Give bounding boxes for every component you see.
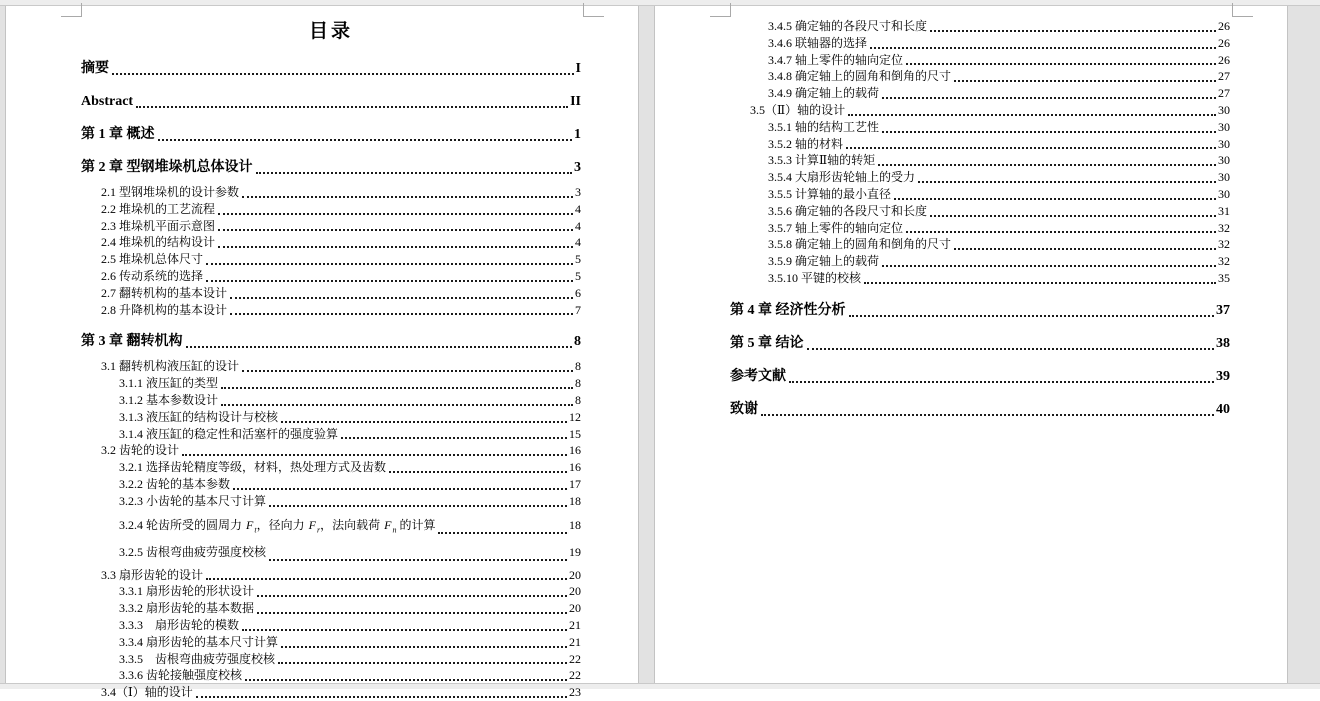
dot-leader bbox=[341, 437, 567, 439]
text-boundary-mark-top-left bbox=[710, 3, 731, 17]
toc-entry-page-number: 26 bbox=[1218, 35, 1230, 50]
toc-entry-page-number: 21 bbox=[569, 634, 581, 649]
toc-entry-page-number: 16 bbox=[569, 460, 581, 475]
toc-entry-label: 3.5.7 轴上零件的轴向定位 bbox=[768, 220, 904, 235]
toc-entry bbox=[81, 201, 581, 218]
toc-entry bbox=[81, 600, 581, 617]
toc-entry-label: 3.5.4 大扇形齿轮轴上的受力 bbox=[768, 170, 916, 185]
toc-entry-page-number: 32 bbox=[1218, 220, 1230, 235]
toc-entry bbox=[81, 409, 581, 426]
toc-entry-label: 3.1 翻转机构液压缸的设计 bbox=[101, 359, 240, 374]
toc-entry-page-number: 8 bbox=[575, 359, 581, 374]
toc-entry-label: 2.6 传动系统的选择 bbox=[101, 268, 204, 283]
toc-entry-page-number: 38 bbox=[1216, 335, 1230, 351]
dot-leader bbox=[186, 346, 573, 348]
dot-leader bbox=[218, 246, 573, 248]
toc-entry-label: 3.5.5 计算轴的最小直径 bbox=[768, 186, 892, 201]
toc-entry-label: 2.5 堆垛机总体尺寸 bbox=[101, 252, 204, 267]
toc-entry-label: 3.4（Ⅰ）轴的设计 bbox=[101, 685, 193, 700]
toc-entry bbox=[730, 136, 1230, 153]
toc-entry bbox=[730, 368, 1230, 386]
toc-entry-page-number: 4 bbox=[575, 235, 581, 250]
toc-entry bbox=[730, 203, 1230, 220]
toc-entry-page-number: 3 bbox=[575, 185, 581, 199]
toc-entry-label: 3.4.7 轴上零件的轴向定位 bbox=[768, 52, 904, 67]
toc-entry-label: 3.5.2 轴的材料 bbox=[768, 136, 844, 151]
toc-entry bbox=[81, 93, 581, 111]
toc-entry bbox=[81, 375, 581, 392]
toc-entry-label: 3.3.1 扇形齿轮的形状设计 bbox=[119, 584, 255, 599]
toc-entry bbox=[81, 540, 581, 564]
dot-leader bbox=[218, 213, 573, 215]
toc-entry bbox=[81, 567, 581, 584]
toc-list-right bbox=[730, 6, 1230, 419]
toc-entry bbox=[81, 268, 581, 285]
dot-leader bbox=[182, 454, 567, 456]
toc-entry-page-number: 35 bbox=[1218, 270, 1230, 285]
toc-entry-page-number: I bbox=[575, 61, 581, 76]
dot-leader bbox=[269, 559, 567, 561]
dot-leader bbox=[438, 532, 567, 534]
dot-leader bbox=[894, 198, 1216, 200]
dot-leader bbox=[245, 679, 567, 681]
toc-entry bbox=[730, 236, 1230, 253]
toc-entry-page-number: 18 bbox=[569, 493, 581, 508]
toc-entry-page-number: 20 bbox=[569, 584, 581, 599]
toc-entry-page-number: 32 bbox=[1218, 237, 1230, 252]
dot-leader bbox=[242, 196, 573, 198]
toc-entry-label: 3.3.3 扇形齿轮的模数 bbox=[119, 617, 240, 632]
toc-entry-page-number: 17 bbox=[569, 476, 581, 491]
toc-entry-page-number: 8 bbox=[574, 334, 581, 350]
toc-entry-label: 3.5.3 计算Ⅱ轴的转矩 bbox=[768, 153, 876, 168]
toc-entry-label: 3.5.10 平键的校核 bbox=[768, 270, 862, 285]
toc-entry-page-number: 27 bbox=[1218, 86, 1230, 101]
toc-entry-page-number: 15 bbox=[569, 426, 581, 441]
toc-entry-label: 3.2 齿轮的设计 bbox=[101, 443, 180, 458]
dot-leader bbox=[230, 297, 573, 299]
toc-entry bbox=[81, 392, 581, 409]
toc-entry bbox=[730, 169, 1230, 186]
dot-leader bbox=[242, 629, 567, 631]
toc-entry bbox=[730, 52, 1230, 69]
toc-entry-label: 3.5.6 确定轴的各段尺寸和长度 bbox=[768, 203, 928, 218]
toc-entry-page-number: 30 bbox=[1218, 119, 1230, 134]
toc-entry-page-number: 12 bbox=[569, 409, 581, 424]
dot-leader bbox=[281, 646, 567, 648]
toc-entry bbox=[81, 634, 581, 651]
toc-entry bbox=[730, 152, 1230, 169]
toc-entry bbox=[81, 617, 581, 634]
toc-entry-label: 第 4 章 经济性分析 bbox=[730, 302, 846, 318]
text-boundary-mark-top-left bbox=[61, 3, 82, 17]
toc-entry bbox=[730, 18, 1230, 35]
toc-entry bbox=[730, 302, 1230, 320]
toc-entry-label: 3.5.8 确定轴上的圆角和倒角的尺寸 bbox=[768, 237, 952, 252]
toc-entry-page-number: 20 bbox=[569, 567, 581, 582]
dot-leader bbox=[849, 315, 1215, 317]
toc-entry bbox=[81, 684, 581, 701]
toc-entry-label: 2.3 堆垛机平面示意图 bbox=[101, 218, 216, 233]
dot-leader bbox=[930, 215, 1216, 217]
toc-entry bbox=[730, 335, 1230, 353]
toc-entry-page-number: 16 bbox=[569, 443, 581, 458]
dot-leader bbox=[206, 280, 573, 282]
dot-leader bbox=[230, 313, 573, 315]
dot-leader bbox=[882, 265, 1216, 267]
force-symbol: F bbox=[384, 517, 392, 532]
toc-entry bbox=[81, 184, 581, 201]
toc-entry bbox=[81, 285, 581, 302]
toc-entry bbox=[730, 35, 1230, 52]
toc-entry-label: 3.4.6 联轴器的选择 bbox=[768, 35, 868, 50]
toc-entry bbox=[730, 102, 1230, 119]
toc-entry-page-number: 39 bbox=[1216, 368, 1230, 384]
toc-entry-page-number: 27 bbox=[1218, 69, 1230, 84]
toc-entry-label: 致谢 bbox=[730, 401, 758, 417]
dot-leader bbox=[882, 97, 1216, 99]
toc-entry-page-number: 30 bbox=[1218, 170, 1230, 185]
toc-entry-page-number: 7 bbox=[575, 302, 581, 317]
toc-entry-page-number: 22 bbox=[569, 668, 581, 683]
toc-entry bbox=[81, 234, 581, 251]
dot-leader bbox=[256, 172, 573, 174]
toc-entry-label: 2.1 型钢堆垛机的设计参数 bbox=[101, 185, 240, 199]
toc-entry bbox=[730, 401, 1230, 419]
toc-entry-page-number: II bbox=[570, 94, 581, 109]
dot-leader bbox=[878, 164, 1216, 166]
dot-leader bbox=[930, 30, 1216, 32]
toc-entry-label: 3.4.9 确定轴上的载荷 bbox=[768, 86, 880, 101]
toc-entry bbox=[730, 186, 1230, 203]
toc-entry-label: 3.1.4 液压缸的稳定性和活塞杆的强度验算 bbox=[119, 426, 339, 441]
toc-entry-label: 3.3.2 扇形齿轮的基本数据 bbox=[119, 601, 255, 616]
toc-entry-label: 第 2 章 型钢堆垛机总体设计 bbox=[81, 160, 253, 175]
dot-leader bbox=[807, 348, 1215, 350]
toc-entry-label: 2.4 堆垛机的结构设计 bbox=[101, 235, 216, 250]
toc-entry bbox=[81, 476, 581, 493]
page-left[interactable] bbox=[5, 6, 639, 700]
toc-entry-page-number: 18 bbox=[569, 517, 581, 532]
text-boundary-mark-top-right bbox=[1232, 3, 1253, 17]
toc-entry-page-number: 30 bbox=[1218, 136, 1230, 151]
toc-entry bbox=[81, 651, 581, 668]
toc-entry bbox=[81, 358, 581, 375]
dot-leader bbox=[761, 414, 1214, 416]
toc-entry-page-number: 30 bbox=[1218, 186, 1230, 201]
toc-entry-page-number: 23 bbox=[569, 685, 581, 700]
toc-entry-label: 3.3 扇形齿轮的设计 bbox=[101, 567, 204, 582]
dot-leader bbox=[954, 80, 1216, 82]
toc-entry-label: 3.2.5 齿根弯曲疲劳强度校核 bbox=[119, 544, 267, 559]
toc-entry-label: 3.1.3 液压缸的结构设计与校核 bbox=[119, 409, 279, 424]
toc-entry bbox=[730, 85, 1230, 102]
toc-entry-label: 3.3.6 齿轮接触强度校核 bbox=[119, 668, 243, 683]
toc-entry bbox=[730, 270, 1230, 287]
toc-entry-page-number: 8 bbox=[575, 376, 581, 391]
toc-entry-label: 参考文献 bbox=[730, 368, 786, 384]
toc-entry-label: 2.2 堆垛机的工艺流程 bbox=[101, 201, 216, 216]
toc-entry-page-number: 31 bbox=[1218, 203, 1230, 218]
toc-entry bbox=[730, 253, 1230, 270]
toc-entry bbox=[81, 513, 581, 537]
toc-entry-page-number: 1 bbox=[574, 127, 581, 142]
toc-entry-label: 3.1.2 基本参数设计 bbox=[119, 392, 219, 407]
force-symbol: F bbox=[246, 517, 254, 532]
toc-entry bbox=[81, 302, 581, 319]
dot-leader bbox=[389, 471, 567, 473]
toc-entry-label: 3.3.5 齿根弯曲疲劳强度校核 bbox=[119, 651, 276, 666]
toc-entry bbox=[730, 68, 1230, 85]
dot-leader bbox=[206, 263, 573, 265]
toc-entry-label: 3.2.2 齿轮的基本参数 bbox=[119, 476, 231, 491]
toc-entry-page-number: 20 bbox=[569, 601, 581, 616]
toc-entry bbox=[81, 667, 581, 684]
dot-leader bbox=[954, 248, 1216, 250]
toc-entry-page-number: 4 bbox=[575, 201, 581, 216]
toc-entry-label: 第 5 章 结论 bbox=[730, 335, 804, 351]
dot-leader bbox=[864, 282, 1216, 284]
toc-entry-page-number: 40 bbox=[1216, 401, 1230, 417]
toc-entry bbox=[81, 459, 581, 476]
toc-list-left bbox=[81, 60, 581, 701]
toc-entry-page-number: 37 bbox=[1216, 302, 1230, 318]
toc-entry-page-number: 30 bbox=[1218, 153, 1230, 168]
toc-entry-page-number: 5 bbox=[575, 252, 581, 267]
dot-leader bbox=[882, 131, 1216, 133]
toc-entry-label: 3.4.5 确定轴的各段尺寸和长度 bbox=[768, 19, 928, 33]
dot-leader bbox=[789, 381, 1214, 383]
dot-leader bbox=[206, 578, 567, 580]
dot-leader bbox=[846, 147, 1216, 149]
dot-leader bbox=[221, 387, 573, 389]
toc-entry-page-number: 21 bbox=[569, 617, 581, 632]
toc-entry-label: 3.2.3 小齿轮的基本尺寸计算 bbox=[119, 493, 267, 508]
dot-leader bbox=[906, 231, 1216, 233]
toc-entry-label: 3.4.8 确定轴上的圆角和倒角的尺寸 bbox=[768, 69, 952, 84]
toc-title: 目录 bbox=[308, 21, 353, 42]
toc-entry-label: 3.5（Ⅱ）轴的设计 bbox=[750, 102, 846, 117]
toc-entry bbox=[81, 426, 581, 443]
toc-entry-page-number: 26 bbox=[1218, 19, 1230, 33]
dot-leader bbox=[870, 47, 1216, 49]
toc-entry-label: 2.7 翻转机构的基本设计 bbox=[101, 285, 228, 300]
toc-entry bbox=[81, 218, 581, 235]
toc-entry-label: 3.2.4 轮齿所受的圆周力 $F_t$，径向力 $F_r$，法向载荷 $F_n$ 的计算 bbox=[119, 517, 436, 534]
toc-entry bbox=[81, 251, 581, 268]
toc-entry bbox=[81, 583, 581, 600]
toc-entry-label: 3.1.1 液压缸的类型 bbox=[119, 376, 219, 391]
toc-entry-page-number: 4 bbox=[575, 218, 581, 233]
toc-entry-label: 第 1 章 概述 bbox=[81, 127, 155, 142]
dot-leader bbox=[848, 114, 1216, 116]
toc-entry-page-number: 8 bbox=[575, 392, 581, 407]
toc-entry-page-number: 22 bbox=[569, 651, 581, 666]
toc-entry bbox=[81, 442, 581, 459]
toc-entry-label: Abstract bbox=[81, 94, 134, 109]
toc-entry-label: 3.5.9 确定轴上的载荷 bbox=[768, 254, 880, 269]
dot-leader bbox=[906, 63, 1216, 65]
toc-entry-page-number: 6 bbox=[575, 285, 581, 300]
text-boundary-mark-top-right bbox=[583, 3, 604, 17]
force-symbol: F bbox=[308, 517, 316, 532]
page-right[interactable] bbox=[654, 6, 1288, 683]
dot-leader bbox=[112, 73, 574, 75]
dot-leader bbox=[221, 404, 573, 406]
dot-leader bbox=[269, 505, 567, 507]
toc-entry-label: 3.3.4 扇形齿轮的基本尺寸计算 bbox=[119, 634, 279, 649]
toc-entry bbox=[81, 493, 581, 510]
toc-entry bbox=[730, 119, 1230, 136]
toc-entry bbox=[81, 333, 581, 351]
toc-entry-page-number: 26 bbox=[1218, 52, 1230, 67]
toc-entry-label: 第 3 章 翻转机构 bbox=[81, 334, 183, 350]
toc-entry-label: 摘要 bbox=[81, 61, 109, 76]
toc-entry bbox=[730, 220, 1230, 237]
dot-leader bbox=[158, 139, 573, 141]
toc-entry-label: 3.5.1 轴的结构工艺性 bbox=[768, 119, 880, 134]
dot-leader bbox=[136, 106, 568, 108]
dot-leader bbox=[257, 595, 567, 597]
toc-entry bbox=[81, 126, 581, 144]
toc-entry-page-number: 5 bbox=[575, 268, 581, 283]
dot-leader bbox=[218, 229, 573, 231]
dot-leader bbox=[242, 370, 573, 372]
toc-entry bbox=[81, 60, 581, 78]
toc-entry-label: 2.8 升降机构的基本设计 bbox=[101, 302, 228, 317]
toc-entry-page-number: 30 bbox=[1218, 102, 1230, 117]
dot-leader bbox=[281, 421, 567, 423]
toc-entry bbox=[81, 159, 581, 177]
toc-entry-label: 3.2.1 选择齿轮精度等级，材料，热处理方式及齿数 bbox=[119, 460, 387, 475]
dot-leader bbox=[257, 612, 567, 614]
toc-entry-page-number: 32 bbox=[1218, 254, 1230, 269]
dot-leader bbox=[918, 181, 1216, 183]
toc-entry-page-number: 19 bbox=[569, 544, 581, 559]
dot-leader bbox=[233, 488, 567, 490]
dot-leader bbox=[278, 662, 567, 664]
toc-entry-page-number: 3 bbox=[574, 160, 581, 175]
dot-leader bbox=[196, 696, 567, 698]
